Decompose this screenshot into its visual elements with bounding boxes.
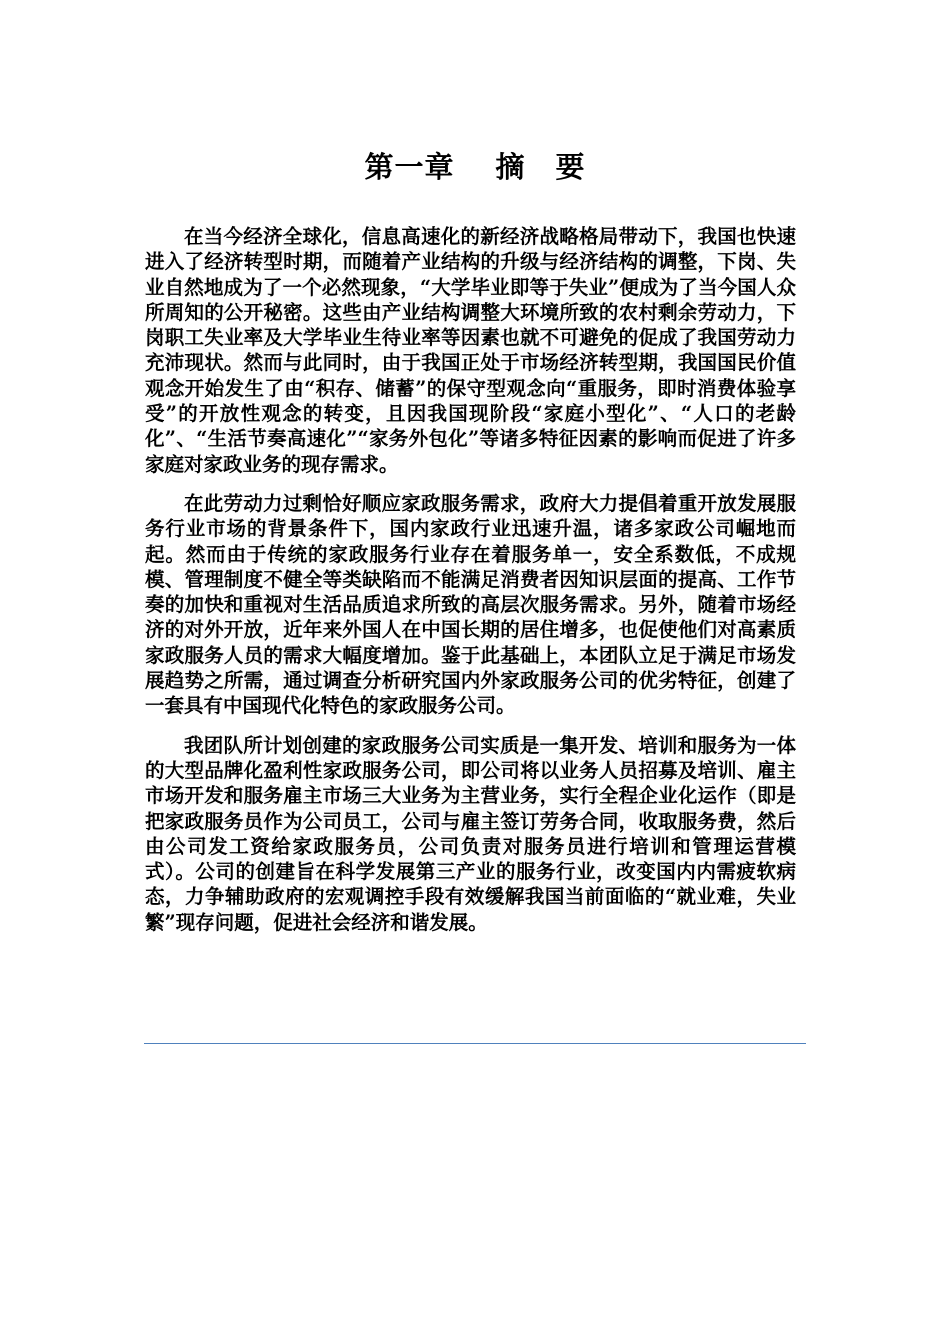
paragraph-2: 在此劳动力过剩恰好顺应家政服务需求，政府大力提倡着重开放发展服务行业市场的背景条件下，国内家政行业迅速升温，诸多家政公司崛地而起。然而由于传统的家政服务行业存在着服务单一，安全系数低，不成规模、管理制度不健全等类缺陷而不能满足消费者因知识层面的提高、工作节奏的加快和重视对生活品质追求所致的高层次服务需求。另外，随着市场经济的对外开放，近年来外国人在中国长期的居住增多，也促使他们对高素质家政服务人员的需求大幅度增加。鉴于此基础上，本团队立足于满足市场发展趋势之所需，通过调查分析研究国内外家政服务公司的优劣特征，创建了一套具有中国现代化特色的家政服务公司。 <box>145 491 796 718</box>
abstract-body <box>145 224 796 949</box>
paragraph-1: 在当今经济全球化，信息高速化的新经济战略格局带动下，我国也快速进入了经济转型时期，而随着产业结构的升级与经济结构的调整，下岗、失业自然地成为了一个必然现象，“大学毕业即等于失业”便成为了当今国人众所周知的公开秘密。这些由产业结构调整大环境所致的农村剩余劳动力，下岗职工失业率及大学毕业生待业率等因素也就不可避免的促成了我国劳动力充沛现状。然而与此同时，由于我国正处于市场经济转型期，我国国民价值观念开始发生了由“积存、储蓄”的保守型观念向“重服务，即时消费体验享受”的开放性观念的转变，且因我国现阶段“家庭小型化”、“人口的老龄化”、“生活节奏高速化”“家务外包化”等诸多特征因素的影响而促进了许多家庭对家政业务的现存需求。 <box>145 225 796 476</box>
chapter-title: 第一章 摘 要 <box>364 150 586 185</box>
footer-divider <box>144 1043 806 1044</box>
paragraph-3: 我团队所计划创建的家政服务公司实质是一集开发、培训和服务为一体的大型品牌化盈利性家政服务公司，即公司将以业务人员招募及培训、雇主市场开发和服务雇主市场三大业务为主营业务，实行全程企业化运作（即是把家政服务员作为公司员工，公司与雇主签订劳务合同，收取服务费，然后由公司发工资给家政服务员，公司负责对服务员进行培训和管理运营模式）。公司的创建旨在科学发展第三产业的服务行业，改变国内内需疲软病态，力争辅助政府的宏观调控手段有效缓解我国当前面临的“就业难，失业繁”现存问题，促进社会经济和谐发展。 <box>145 733 796 934</box>
